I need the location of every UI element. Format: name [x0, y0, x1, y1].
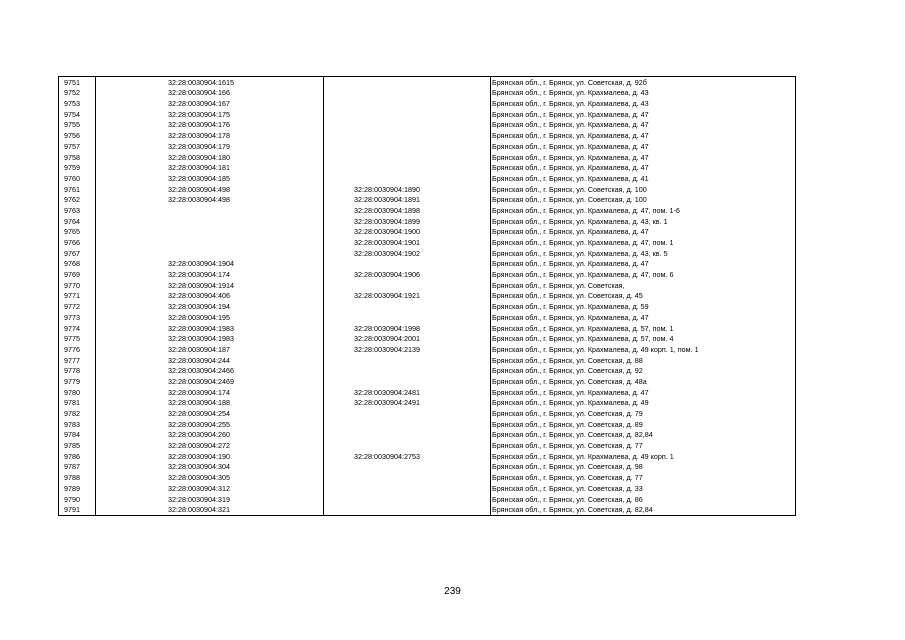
cadastral-number-cell: 32:28:0030904:321	[96, 505, 324, 516]
table-row	[59, 387, 796, 398]
cadastral-number-cell: 32:28:0030904:185	[96, 173, 324, 184]
row-number-cell: 9774	[59, 323, 96, 334]
row-number-cell: 9753	[59, 98, 96, 109]
sub-object-number-cell	[324, 312, 491, 323]
address-cell: Брянская обл., г. Брянск, ул. Крахмалева, д. 47	[491, 120, 796, 131]
address-cell: Брянская обл., г. Брянск, ул. Советская, д. 100	[491, 195, 796, 206]
cadastral-number-cell: 32:28:0030904:304	[96, 462, 324, 473]
row-number-cell: 9763	[59, 205, 96, 216]
cadastral-number-cell	[96, 237, 324, 248]
page-number: 239	[444, 586, 461, 597]
sub-object-number-cell: 32:28:0030904:1921	[324, 291, 491, 302]
table-row	[59, 130, 796, 141]
row-number-cell: 9790	[59, 494, 96, 505]
row-number-cell: 9767	[59, 248, 96, 259]
cadastral-number-cell: 32:28:0030904:319	[96, 494, 324, 505]
table-row	[59, 269, 796, 280]
sub-object-number-cell: 32:28:0030904:1900	[324, 227, 491, 238]
row-number-cell: 9775	[59, 334, 96, 345]
sub-object-number-cell	[324, 462, 491, 473]
sub-object-number-cell: 32:28:0030904:2491	[324, 398, 491, 409]
row-number-cell: 9789	[59, 483, 96, 494]
table-row	[59, 334, 796, 345]
sub-object-number-cell	[324, 419, 491, 430]
table-row	[59, 184, 796, 195]
address-cell: Брянская обл., г. Брянск, ул. Крахмалева, д. 49 корп. 1, пом. 1	[491, 344, 796, 355]
sub-object-number-cell: 32:28:0030904:2753	[324, 451, 491, 462]
cadastral-number-cell: 32:28:0030904:178	[96, 130, 324, 141]
table-row	[59, 430, 796, 441]
table-row	[59, 301, 796, 312]
sub-object-number-cell: 32:28:0030904:1906	[324, 269, 491, 280]
cadastral-number-cell: 32:28:0030904:187	[96, 344, 324, 355]
address-cell: Брянская обл., г. Брянск, ул. Советская, д. 77	[491, 472, 796, 483]
row-number-cell: 9769	[59, 269, 96, 280]
row-number-cell: 9756	[59, 130, 96, 141]
row-number-cell: 9776	[59, 344, 96, 355]
table-row	[59, 77, 796, 88]
cadastral-number-cell: 32:28:0030904:181	[96, 163, 324, 174]
row-number-cell: 9751	[59, 77, 96, 88]
cadastral-number-cell: 32:28:0030904:498	[96, 184, 324, 195]
table-row	[59, 312, 796, 323]
sub-object-number-cell	[324, 440, 491, 451]
table-row	[59, 398, 796, 409]
sub-object-number-cell	[324, 366, 491, 377]
row-number-cell: 9765	[59, 227, 96, 238]
address-cell: Брянская обл., г. Брянск, ул. Советская, д. 100	[491, 184, 796, 195]
row-number-cell: 9785	[59, 440, 96, 451]
sub-object-number-cell	[324, 494, 491, 505]
cadastral-number-cell: 32:28:0030904:244	[96, 355, 324, 366]
address-cell: Брянская обл., г. Брянск, ул. Советская, д. 82,84	[491, 430, 796, 441]
address-cell: Брянская обл., г. Брянск, ул. Крахмалева, д. 47	[491, 152, 796, 163]
row-number-cell: 9764	[59, 216, 96, 227]
cadastral-number-cell	[96, 248, 324, 259]
sub-object-number-cell	[324, 120, 491, 131]
table-row	[59, 98, 796, 109]
cadastral-number-cell: 32:28:0030904:406	[96, 291, 324, 302]
table-row	[59, 259, 796, 270]
cadastral-number-cell: 32:28:0030904:498	[96, 195, 324, 206]
cadastral-number-cell: 32:28:0030904:174	[96, 269, 324, 280]
row-number-cell: 9759	[59, 163, 96, 174]
address-cell: Брянская обл., г. Брянск, ул. Крахмалева, д. 47, пом. 1	[491, 237, 796, 248]
row-number-cell: 9779	[59, 376, 96, 387]
cadastral-number-cell	[96, 227, 324, 238]
sub-object-number-cell: 32:28:0030904:1901	[324, 237, 491, 248]
cadastral-number-cell: 32:28:0030904:195	[96, 312, 324, 323]
sub-object-number-cell: 32:28:0030904:1998	[324, 323, 491, 334]
address-cell: Брянская обл., г. Брянск, ул. Советская, д. 82,84	[491, 505, 796, 516]
sub-object-number-cell	[324, 408, 491, 419]
cadastral-number-cell	[96, 216, 324, 227]
address-cell: Брянская обл., г. Брянск, ул. Крахмалева, д. 47	[491, 109, 796, 120]
table-row	[59, 344, 796, 355]
cadastral-number-cell: 32:28:0030904:254	[96, 408, 324, 419]
sub-object-number-cell	[324, 483, 491, 494]
cadastral-number-cell: 32:28:0030904:2469	[96, 376, 324, 387]
table-row	[59, 355, 796, 366]
registry-table	[58, 76, 796, 516]
row-number-cell: 9758	[59, 152, 96, 163]
sub-object-number-cell	[324, 163, 491, 174]
address-cell: Брянская обл., г. Брянск, ул. Советская, д. 33	[491, 483, 796, 494]
cadastral-number-cell: 32:28:0030904:255	[96, 419, 324, 430]
sub-object-number-cell: 32:28:0030904:1899	[324, 216, 491, 227]
table-row	[59, 216, 796, 227]
row-number-cell: 9781	[59, 398, 96, 409]
address-cell: Брянская обл., г. Брянск, ул. Советская, д. 89	[491, 419, 796, 430]
table-row	[59, 248, 796, 259]
sub-object-number-cell: 32:28:0030904:1898	[324, 205, 491, 216]
row-number-cell: 9760	[59, 173, 96, 184]
sub-object-number-cell	[324, 505, 491, 516]
table-row	[59, 419, 796, 430]
table-row	[59, 472, 796, 483]
row-number-cell: 9768	[59, 259, 96, 270]
row-number-cell: 9791	[59, 505, 96, 516]
cadastral-number-cell: 32:28:0030904:260	[96, 430, 324, 441]
sub-object-number-cell	[324, 355, 491, 366]
cadastral-number-cell: 32:28:0030904:167	[96, 98, 324, 109]
cadastral-number-cell: 32:28:0030904:166	[96, 88, 324, 99]
cadastral-number-cell: 32:28:0030904:174	[96, 387, 324, 398]
address-cell: Брянская обл., г. Брянск, ул. Советская, д. 92б	[491, 77, 796, 88]
address-cell: Брянская обл., г. Брянск, ул. Крахмалева, д. 43, кв. 5	[491, 248, 796, 259]
cadastral-number-cell: 32:28:0030904:180	[96, 152, 324, 163]
table-row	[59, 451, 796, 462]
address-cell: Брянская обл., г. Брянск, ул. Крахмалева, д. 43	[491, 98, 796, 109]
row-number-cell: 9788	[59, 472, 96, 483]
table-row	[59, 376, 796, 387]
address-cell: Брянская обл., г. Брянск, ул. Крахмалева, д. 57, пом. 4	[491, 334, 796, 345]
sub-object-number-cell	[324, 376, 491, 387]
address-cell: Брянская обл., г. Брянск, ул. Крахмалева, д. 49 корп. 1	[491, 451, 796, 462]
address-cell: Брянская обл., г. Брянск, ул. Крахмалева, д. 57, пом. 1	[491, 323, 796, 334]
table-row	[59, 205, 796, 216]
row-number-cell: 9766	[59, 237, 96, 248]
table-row	[59, 291, 796, 302]
sub-object-number-cell	[324, 152, 491, 163]
table-row	[59, 408, 796, 419]
table-row	[59, 120, 796, 131]
address-cell: Брянская обл., г. Брянск, ул. Советская, д. 86	[491, 494, 796, 505]
cadastral-number-cell: 32:28:0030904:2466	[96, 366, 324, 377]
sub-object-number-cell: 32:28:0030904:1891	[324, 195, 491, 206]
cadastral-number-cell: 32:28:0030904:1983	[96, 323, 324, 334]
sub-object-number-cell: 32:28:0030904:2139	[324, 344, 491, 355]
address-cell: Брянская обл., г. Брянск, ул. Крахмалева, д. 47	[491, 130, 796, 141]
sub-object-number-cell	[324, 88, 491, 99]
sub-object-number-cell: 32:28:0030904:2001	[324, 334, 491, 345]
row-number-cell: 9773	[59, 312, 96, 323]
sub-object-number-cell	[324, 301, 491, 312]
row-number-cell: 9772	[59, 301, 96, 312]
table-row	[59, 462, 796, 473]
row-number-cell: 9762	[59, 195, 96, 206]
row-number-cell: 9778	[59, 366, 96, 377]
address-cell: Брянская обл., г. Брянск, ул. Крахмалева, д. 43	[491, 88, 796, 99]
address-cell: Брянская обл., г. Брянск, ул. Крахмалева, д. 47	[491, 141, 796, 152]
registry-table-body	[59, 77, 796, 516]
table-row	[59, 323, 796, 334]
table-row	[59, 366, 796, 377]
address-cell: Брянская обл., г. Брянск, ул. Крахмалева, д. 49	[491, 398, 796, 409]
row-number-cell: 9752	[59, 88, 96, 99]
row-number-cell: 9787	[59, 462, 96, 473]
table-row	[59, 152, 796, 163]
table-row	[59, 237, 796, 248]
address-cell: Брянская обл., г. Брянск, ул. Советская, д. 79	[491, 408, 796, 419]
sub-object-number-cell: 32:28:0030904:1902	[324, 248, 491, 259]
cadastral-number-cell: 32:28:0030904:190	[96, 451, 324, 462]
table-row	[59, 163, 796, 174]
row-number-cell: 9757	[59, 141, 96, 152]
table-row	[59, 173, 796, 184]
address-cell: Брянская обл., г. Брянск, ул. Крахмалева, д. 47	[491, 312, 796, 323]
table-row	[59, 483, 796, 494]
address-cell: Брянская обл., г. Брянск, ул. Советская, д. 45	[491, 291, 796, 302]
address-cell: Брянская обл., г. Брянск, ул. Крахмалева, д. 41	[491, 173, 796, 184]
address-cell: Брянская обл., г. Брянск, ул. Крахмалева, д. 47, пом. 6	[491, 269, 796, 280]
table-row	[59, 494, 796, 505]
row-number-cell: 9754	[59, 109, 96, 120]
sub-object-number-cell	[324, 98, 491, 109]
cadastral-number-cell	[96, 205, 324, 216]
cadastral-number-cell: 32:28:0030904:1615	[96, 77, 324, 88]
table-row	[59, 505, 796, 516]
address-cell: Брянская обл., г. Брянск, ул. Советская, д. 88	[491, 355, 796, 366]
row-number-cell: 9783	[59, 419, 96, 430]
row-number-cell: 9755	[59, 120, 96, 131]
row-number-cell: 9782	[59, 408, 96, 419]
cadastral-number-cell: 32:28:0030904:312	[96, 483, 324, 494]
row-number-cell: 9784	[59, 430, 96, 441]
sub-object-number-cell: 32:28:0030904:1890	[324, 184, 491, 195]
cadastral-number-cell: 32:28:0030904:1983	[96, 334, 324, 345]
table-row	[59, 88, 796, 99]
row-number-cell: 9777	[59, 355, 96, 366]
table-row	[59, 195, 796, 206]
row-number-cell: 9771	[59, 291, 96, 302]
table-row	[59, 440, 796, 451]
sub-object-number-cell	[324, 130, 491, 141]
sub-object-number-cell	[324, 430, 491, 441]
table-row	[59, 227, 796, 238]
sub-object-number-cell	[324, 173, 491, 184]
address-cell: Брянская обл., г. Брянск, ул. Советская, д. 98	[491, 462, 796, 473]
address-cell: Брянская обл., г. Брянск, ул. Крахмалева, д. 59	[491, 301, 796, 312]
row-number-cell: 9786	[59, 451, 96, 462]
cadastral-number-cell: 32:28:0030904:194	[96, 301, 324, 312]
address-cell: Брянская обл., г. Брянск, ул. Крахмалева, д. 47	[491, 227, 796, 238]
cadastral-number-cell: 32:28:0030904:1904	[96, 259, 324, 270]
cadastral-number-cell: 32:28:0030904:176	[96, 120, 324, 131]
row-number-cell: 9761	[59, 184, 96, 195]
address-cell: Брянская обл., г. Брянск, ул. Крахмалева, д. 43, кв. 1	[491, 216, 796, 227]
address-cell: Брянская обл., г. Брянск, ул. Крахмалева, д. 47	[491, 387, 796, 398]
table-row	[59, 280, 796, 291]
cadastral-number-cell: 32:28:0030904:305	[96, 472, 324, 483]
address-cell: Брянская обл., г. Брянск, ул. Крахмалева, д. 47, пом. 1-6	[491, 205, 796, 216]
sub-object-number-cell	[324, 109, 491, 120]
address-cell: Брянская обл., г. Брянск, ул. Советская, д. 92	[491, 366, 796, 377]
table-row	[59, 141, 796, 152]
sub-object-number-cell: 32:28:0030904:2481	[324, 387, 491, 398]
row-number-cell: 9780	[59, 387, 96, 398]
cadastral-number-cell: 32:28:0030904:179	[96, 141, 324, 152]
address-cell: Брянская обл., г. Брянск, ул. Советская, д. 77	[491, 440, 796, 451]
cadastral-number-cell: 32:28:0030904:272	[96, 440, 324, 451]
table-row	[59, 109, 796, 120]
address-cell: Брянская обл., г. Брянск, ул. Советская, д. 48а	[491, 376, 796, 387]
cadastral-number-cell: 32:28:0030904:188	[96, 398, 324, 409]
sub-object-number-cell	[324, 77, 491, 88]
cadastral-number-cell: 32:28:0030904:175	[96, 109, 324, 120]
address-cell: Брянская обл., г. Брянск, ул. Крахмалева, д. 47	[491, 259, 796, 270]
address-cell: Брянская обл., г. Брянск, ул. Крахмалева, д. 47	[491, 163, 796, 174]
sub-object-number-cell	[324, 280, 491, 291]
sub-object-number-cell	[324, 259, 491, 270]
address-cell: Брянская обл., г. Брянск, ул. Советская,	[491, 280, 796, 291]
sub-object-number-cell	[324, 141, 491, 152]
cadastral-number-cell: 32:28:0030904:1914	[96, 280, 324, 291]
sub-object-number-cell	[324, 472, 491, 483]
row-number-cell: 9770	[59, 280, 96, 291]
